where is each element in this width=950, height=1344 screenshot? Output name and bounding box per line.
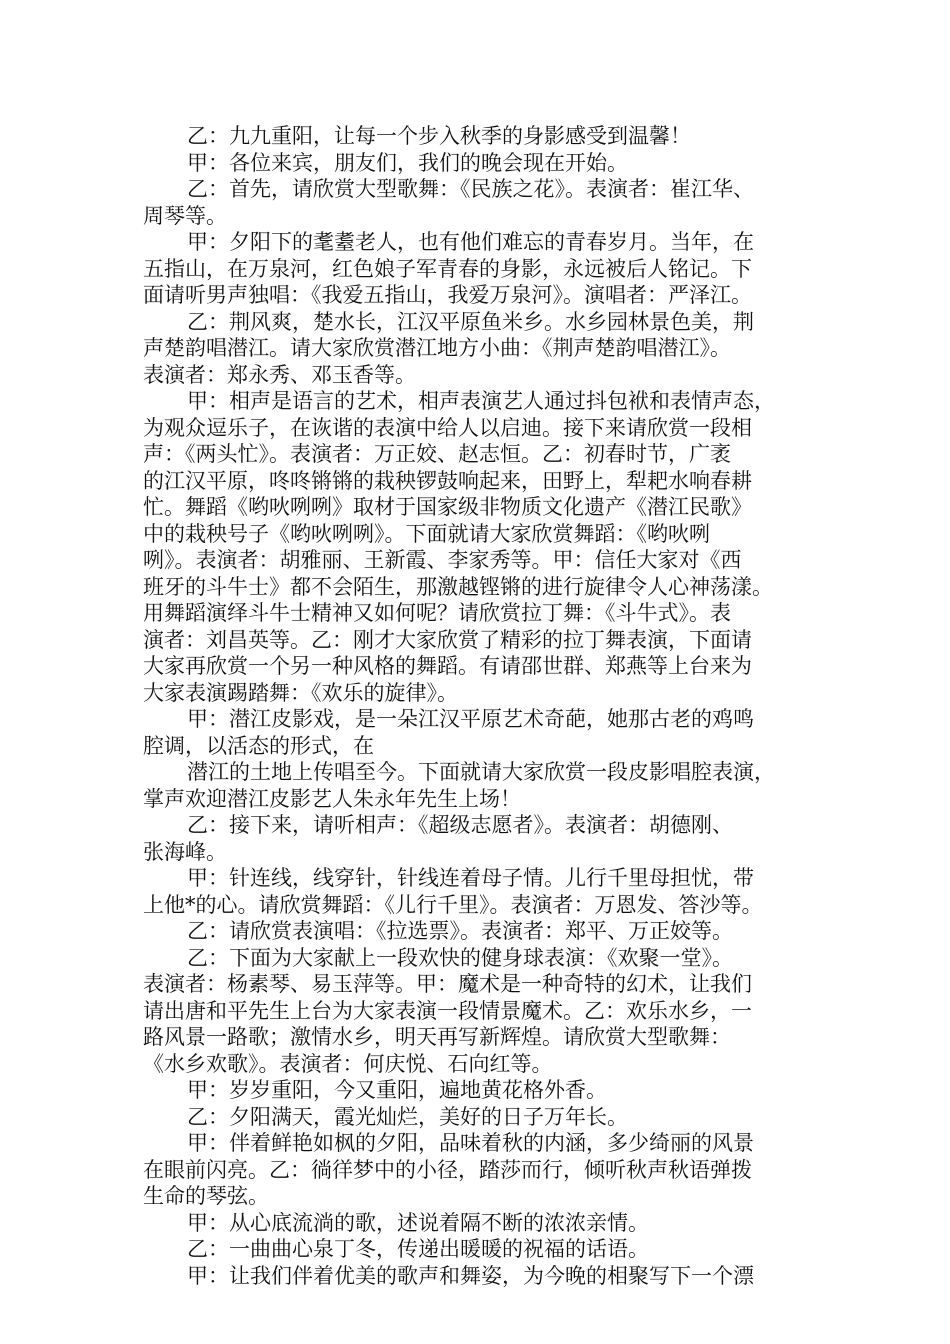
text-line: 掌声欢迎潜江皮影艺人朱永年先生上场！ — [143, 786, 521, 811]
text-line: 请出唐和平先生上台为大家表演一段情景魔术。乙：欢乐水乡，一 — [143, 998, 752, 1023]
text-line: 中的栽秧号子《哟吙咧咧》。下面就请大家欣赏舞蹈：《哟吙咧 — [143, 521, 710, 546]
text-line: 表演者：杨素琴、易玉萍等。甲：魔术是一种奇特的幻术，让我们 — [143, 972, 752, 996]
text-line: 潜江的土地上传唱至今。下面就请大家欣赏一段皮影唱腔表演， — [187, 760, 775, 784]
text-line: 周琴等。 — [143, 203, 227, 228]
text-line: 演者：刘昌英等。乙：刚才大家欣赏了精彩的拉丁舞表演，下面请 — [143, 627, 752, 652]
text-line: 乙：首先，请欣赏大型歌舞：《民族之花》。表演者：崔江华、 — [187, 177, 754, 201]
text-line: 面请听男声独唱：《我爱五指山，我爱万泉河》。演唱者：严泽江。 — [143, 283, 752, 307]
text-line: 班牙的斗牛士》都不会陌生，那激越铿锵的进行旋律令人心神荡漾。 — [143, 574, 773, 599]
text-line: 为观众逗乐子，在诙谐的表演中给人以启迪。接下来请欣赏一段相 — [143, 415, 752, 440]
text-line: 腔调，以活态的形式，在 — [143, 733, 374, 758]
text-line: 路风景一路歌；激情水乡，明天再写新辉煌。请欣赏大型歌舞： — [143, 1025, 731, 1049]
text-line: 甲：岁岁重阳，今又重阳，遍地黄花格外香。 — [187, 1078, 607, 1102]
text-line: 大家再欣赏一个另一种风格的舞蹈。有请邵世群、郑燕等上台来为 — [143, 654, 752, 678]
text-line: 上他*的心。请欣赏舞蹈：《儿行千里》。表演者：万恩发、答沙等。 — [143, 892, 763, 917]
text-line: 乙：荆风爽，楚水长，江汉平原鱼米乡。水乡园林景色美，荆 — [187, 309, 754, 334]
text-line: 乙：夕阳满天，霞光灿烂，美好的日子万年长。 — [187, 1104, 628, 1129]
text-line: 表演者：郑永秀、邓玉香等。 — [143, 362, 416, 387]
text-line: 甲：从心底流淌的歌，述说着隔不断的浓浓亲情。 — [187, 1210, 649, 1235]
text-line: 乙：一曲曲心泉丁冬，传递出暖暖的祝福的话语。 — [187, 1237, 649, 1261]
text-line: 在眼前闪亮。乙：徜徉梦中的小径，踏莎而行，倾听秋声秋语弹拨 — [143, 1157, 752, 1182]
text-line: 五指山，在万泉河，红色娘子军青春的身影，永远被后人铭记。下 — [143, 256, 752, 281]
document-body — [143, 123, 811, 1289]
text-line: 甲：夕阳下的耄耋老人，也有他们难忘的青春岁月。当年，在 — [187, 230, 754, 254]
text-line: 声：《两头忙》。表演者：万正姣、赵志恒。乙：初春时节，广袤 — [143, 442, 731, 466]
text-line: 甲：让我们伴着优美的歌声和舞姿，为今晚的相聚写下一个漂 — [187, 1263, 754, 1288]
text-line: 用舞蹈演绎斗牛士精神又如何呢？请欣赏拉丁舞：《斗牛式》。表 — [143, 601, 731, 625]
text-line: 甲：伴着鲜艳如枫的夕阳，品味着秋的内涵，多少绮丽的风景 — [187, 1131, 754, 1155]
text-line: 《水乡欢歌》。表演者：何庆悦、石向红等。 — [143, 1051, 553, 1076]
text-line: 乙：请欣赏表演唱：《拉选票》。表演者：郑平、万正姣等。 — [187, 919, 733, 943]
text-line: 生命的琴弦。 — [143, 1184, 269, 1208]
text-line: 甲：相声是语言的艺术，相声表演艺人通过抖包袱和表情声态， — [187, 389, 775, 413]
text-line: 声楚韵唱潜江。请大家欣赏潜江地方小曲：《荆声楚韵唱潜江》。 — [143, 336, 731, 360]
text-line: 乙：下面为大家献上一段欢快的健身球表演：《欢聚一堂》。 — [187, 945, 733, 970]
text-line: 忙。舞蹈《哟吙咧咧》取材于国家级非物质文化遗产《潜江民歌》 — [143, 495, 752, 519]
text-line: 乙：接下来，请听相声：《超级志愿者》。表演者：胡德刚、 — [187, 813, 733, 837]
text-line: 咧》。表演者：胡雅丽、王新霞、李家秀等。甲：信任大家对《西 — [143, 548, 742, 572]
text-line: 乙：九九重阳，让每一个步入秋季的身影感受到温馨！ — [187, 124, 691, 148]
text-line: 的江汉平原，咚咚锵锵的栽秧锣鼓响起来，田野上，犁耙水响春耕 — [143, 468, 752, 493]
text-line: 甲：潜江皮影戏，是一朵江汉平原艺术奇葩，她那古老的鸡鸣 — [187, 707, 754, 731]
text-line: 大家表演踢踏舞：《欢乐的旋律》。 — [143, 680, 458, 705]
text-line: 张海峰。 — [143, 839, 227, 864]
text-line: 甲：针连线，线穿针，针线连着母子情。儿行千里母担忧，带 — [187, 866, 754, 890]
text-line: 甲：各位来宾，朋友们，我们的晚会现在开始。 — [187, 150, 628, 175]
